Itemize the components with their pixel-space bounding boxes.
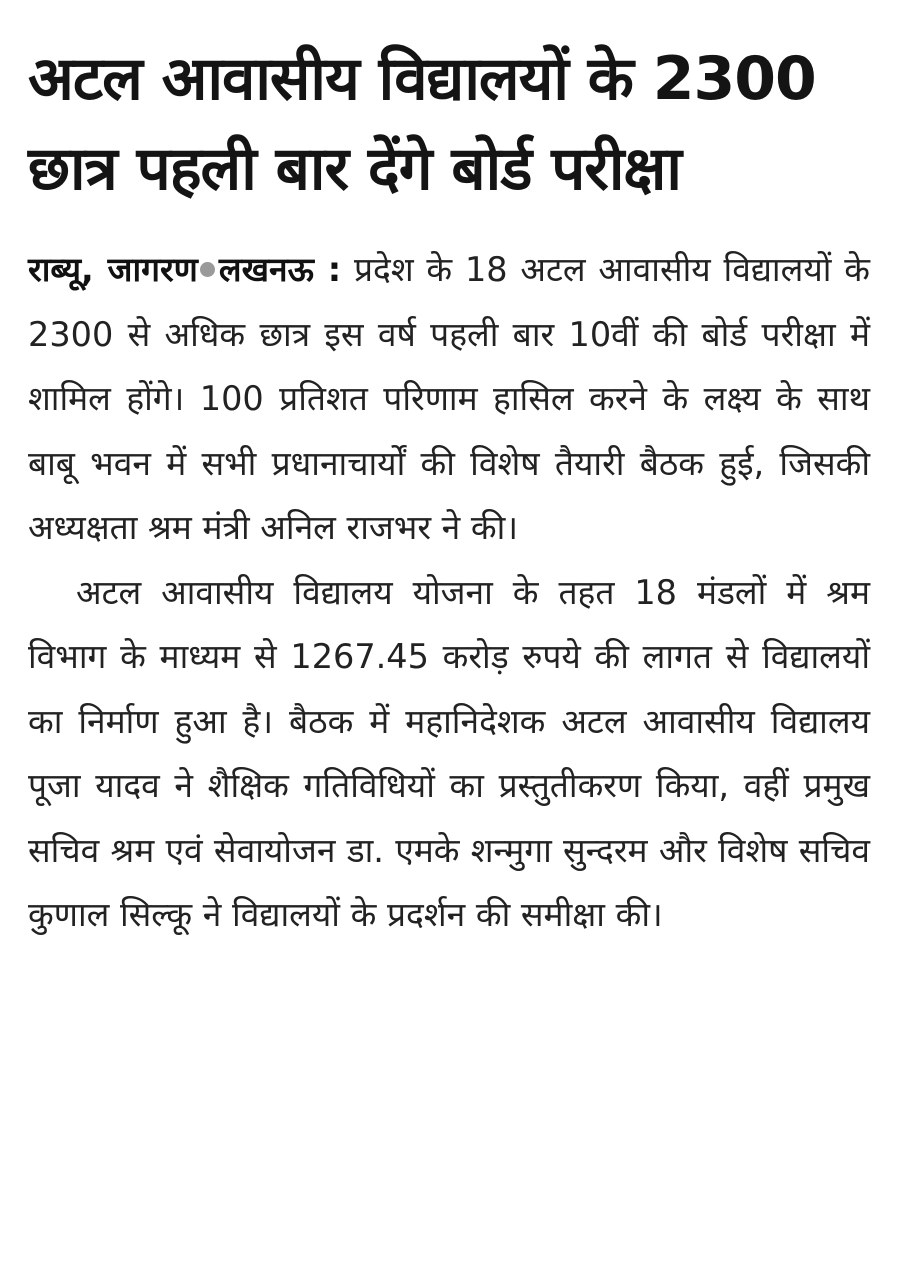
paragraph-1: [28, 238, 870, 561]
byline: राब्यू, जागरण: [28, 250, 198, 289]
paragraph-2-text: अटल आवासीय विद्यालय योजना के तहत 18 मंडलों में श्रम विभाग के माध्यम से 1267.45 करोड़ रुपये की लागत से विद्यालयों का निर्माण हुआ है। बैठक में महानिदेशक अटल आवासीय विद्यालय पूजा यादव ने शैक्षिक गतिविधियों का प्रस्तुतीकरण किया, वहीं प्रमुख सचिव श्रम एवं सेवायोजन डा. एमके शन्मुगा सुन्दरम और विशेष सचिव कुणाल सिल्कू ने विद्यालयों के प्रदर्शन की समीक्षा की।: [28, 572, 870, 934]
bullet-dot-icon: [200, 262, 215, 277]
headline-line-1: अटल आवासीय विद्यालयों के 2300: [28, 44, 816, 114]
headline-line-2: छात्र पहली बार देंगे बोर्ड परीक्षा: [28, 134, 681, 204]
headline: [28, 34, 870, 214]
location: लखनऊ :: [218, 250, 342, 289]
paragraph-2: [28, 561, 870, 948]
news-article: [28, 34, 870, 948]
article-body: [28, 238, 870, 948]
paragraph-1-text: प्रदेश के 18 अटल आवासीय विद्यालयों के 2300 से अधिक छात्र इस वर्ष पहली बार 10वीं की बोर्ड परीक्षा में शामिल होंगे। 100 प्रतिशत परिणाम हासिल करने के लक्ष्य के साथ बाबू भवन में सभी प्रधानाचार्यों की विशेष तैयारी बैठक हुई, जिसकी अध्यक्षता श्रम मंत्री अनिल राजभर ने की।: [28, 250, 870, 547]
